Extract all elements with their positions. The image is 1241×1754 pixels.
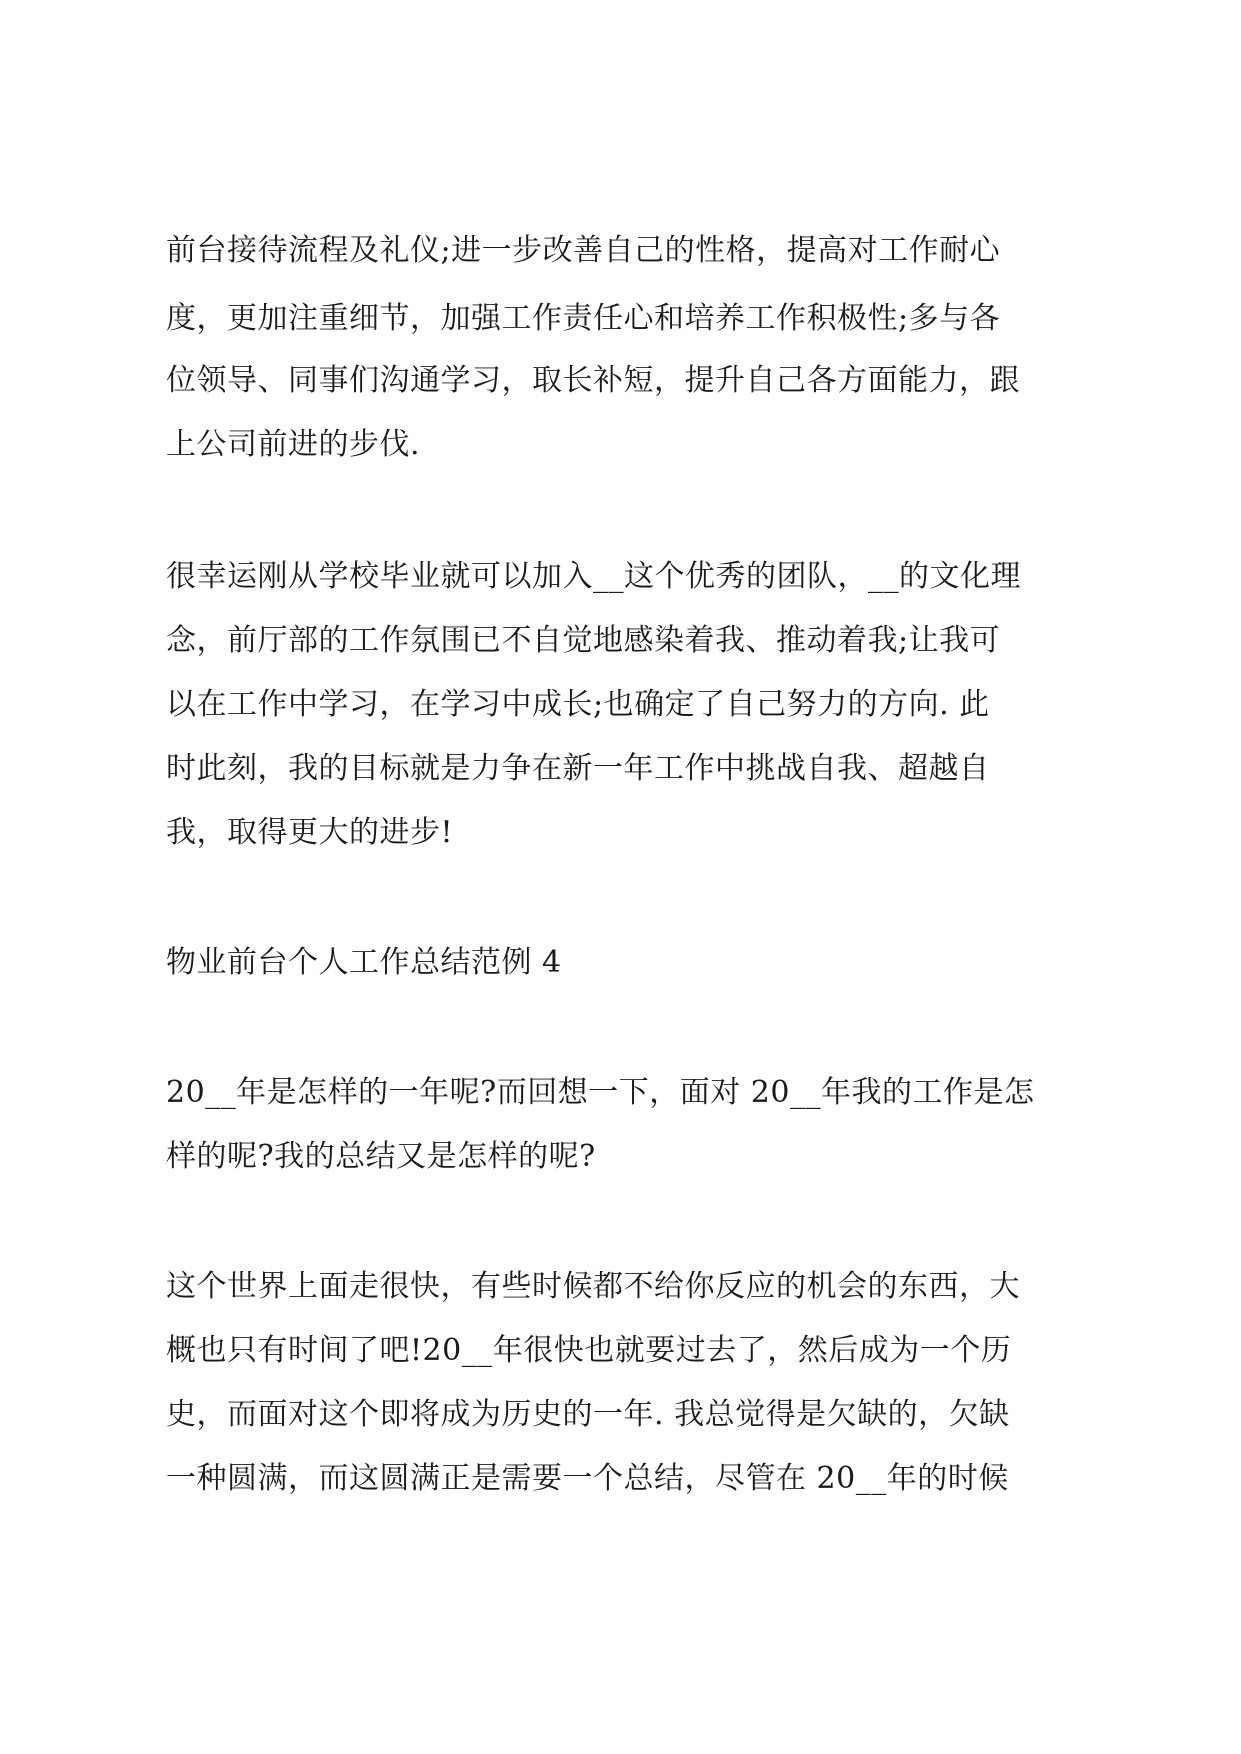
text-line: 念，前厅部的工作氛围已不自觉地感染着我、推动着我;让我可 xyxy=(166,623,1001,658)
text-line: 我，取得更大的进步! xyxy=(166,815,454,850)
text-line: 时此刻，我的目标就是力争在新一年工作中挑战自我、超越自 xyxy=(166,751,990,786)
text-line: 这个世界上面走很快，有些时候都不给你反应的机会的东西，大 xyxy=(166,1269,1020,1304)
section-heading: 物业前台个人工作总结范例 4 xyxy=(166,945,562,980)
text-line: 很幸运刚从学校毕业就可以加入__这个优秀的团队，__的文化理 xyxy=(166,559,1021,594)
text-line: 样的呢?我的总结又是怎样的呢? xyxy=(166,1139,596,1174)
text-line: 位领导、同事们沟通学习，取长补短，提升自己各方面能力，跟 xyxy=(166,363,1020,398)
text-line: 上公司前进的步伐. xyxy=(166,427,421,462)
text-line: 概也只有时间了吧!20__年很快也就要过去了，然后成为一个历 xyxy=(166,1333,1012,1368)
text-line: 史，而面对这个即将成为历史的一年. 我总觉得是欠缺的，欠缺 xyxy=(166,1397,1010,1432)
text-line: 前台接待流程及礼仪;进一步改善自己的性格，提高对工作耐心 xyxy=(166,233,1001,268)
text-line: 20__年是怎样的一年呢?而回想一下，面对 20__年我的工作是怎 xyxy=(166,1075,1035,1110)
text-line: 一种圆满，而这圆满正是需要一个总结，尽管在 20__年的时候 xyxy=(166,1461,1009,1496)
text-line: 以在工作中学习，在学习中成长;也确定了自己努力的方向. 此 xyxy=(166,687,990,722)
text-line: 度，更加注重细节，加强工作责任心和培养工作积极性;多与各 xyxy=(166,301,1001,336)
